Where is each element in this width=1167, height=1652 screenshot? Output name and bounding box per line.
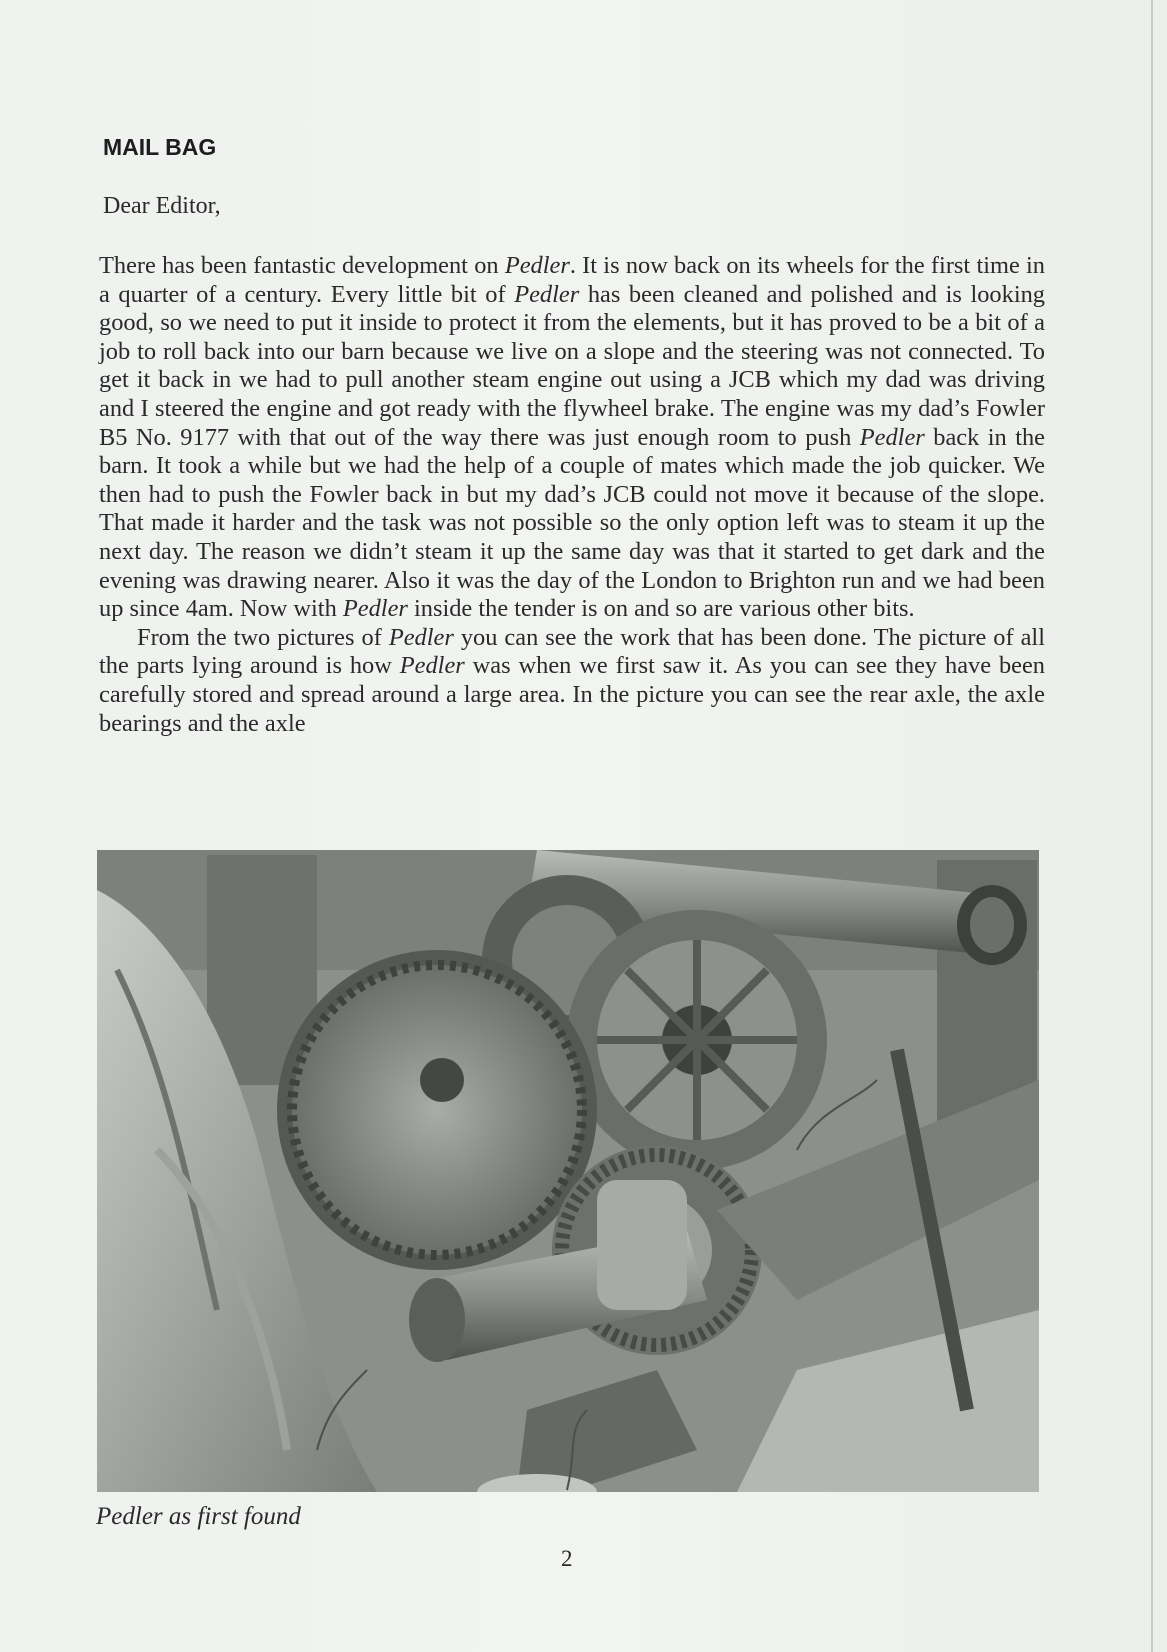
italic-title: Pedler xyxy=(859,423,925,451)
text-run: was when we first saw it. As you can see they have been carefully stored and spread around a large area. In the picture you can see the rear axle, the axle bearings and the axle xyxy=(99,652,1045,737)
text-run: . It is now back on its wheels for the first time in a quarter of a century. Every little bit of xyxy=(99,252,1045,308)
paragraph-1 xyxy=(99,252,1045,624)
letter-body xyxy=(99,252,1045,738)
paragraph-2 xyxy=(99,624,1045,738)
italic-title: Pedler xyxy=(514,280,580,308)
italic-title: Pedler xyxy=(342,595,408,623)
page-number: 2 xyxy=(561,1546,573,1571)
text-run: There has been fantastic development on xyxy=(99,252,505,279)
section-heading: MAIL BAG xyxy=(103,134,217,160)
page-spine-edge xyxy=(1151,0,1153,1652)
photo-scrap-parts xyxy=(97,850,1039,1492)
text-run: has been cleaned and polished and is looking good, so we need to put it inside to protect it from the elements, but it has proved to be a bit of a job to roll back into our barn because we live on a slope and the steering was not connected. To get it back in we had to pull another steam engine out using a JCB which my dad was driving and I steered the engine and got ready with the flywheel brake. The engine was my dad’s Fowler B5 No. 9177 with that out of the way there was just enough room to push xyxy=(99,280,1045,451)
italic-title: Pedler xyxy=(399,652,465,680)
text-run: back in the barn. It took a while but we had the help of a couple of mates which made the job quicker. We then had to push the Fowler back in but my dad’s JCB could not move it because of the slope. That made it harder and the task was not possible so the only option left was to steam it up the next day. The reason we didn’t steam it up the same day was that it started to get dark and the evening was drawing nearer. Also it was the day of the London to Brighton run and we had been up since 4am. Now with xyxy=(99,423,1045,623)
letter-salutation: Dear Editor, xyxy=(103,193,221,219)
italic-title: Pedler xyxy=(504,252,570,279)
text-run: From the two pictures of xyxy=(137,623,389,651)
text-run: inside the tender is on and so are various other bits. xyxy=(407,595,915,623)
text-run: you can see the work that has been done. The picture of all the parts lying around is how xyxy=(99,623,1045,680)
italic-title: Pedler xyxy=(388,623,454,651)
photo-caption: Pedler as first found xyxy=(96,1503,301,1530)
